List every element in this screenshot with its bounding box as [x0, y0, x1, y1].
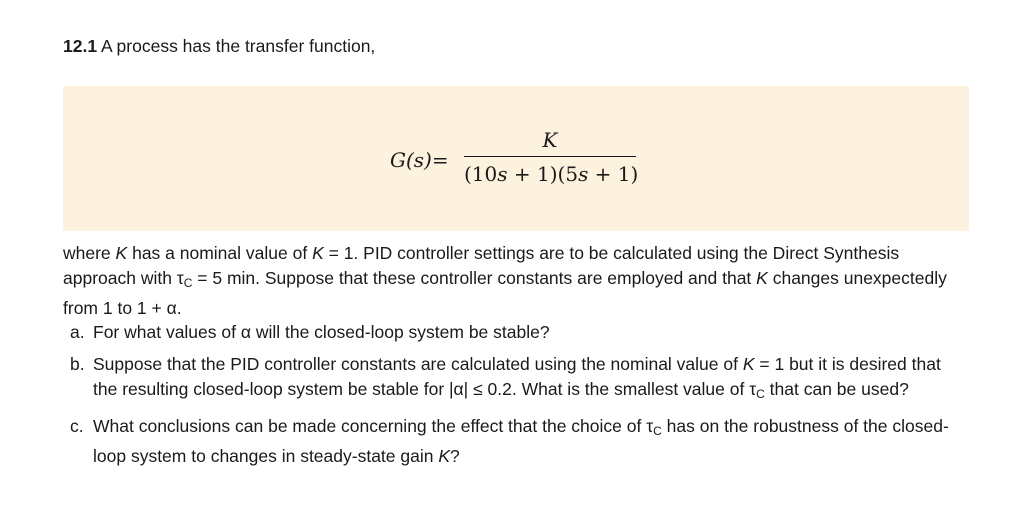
question-text: = 1 but it is desired that the resulting closed-loop system be stable for |α| ≤ 0.2. What is the smallest value of τ	[93, 354, 941, 399]
question-list	[63, 320, 963, 476]
fraction	[464, 128, 639, 187]
variable-k: K	[438, 446, 451, 466]
fraction-numerator: K	[542, 128, 558, 152]
tau-subscript: C	[653, 424, 662, 438]
problem-heading	[63, 36, 375, 57]
equals-sign: =	[431, 148, 449, 172]
text-run: = 5 min. Suppose that these controller constants are employed and that	[192, 268, 757, 288]
text-run: = 1. PID controller settings are to be calculated using the Direct Synthesis approach with τ	[63, 243, 900, 288]
question-text: ?	[450, 446, 460, 466]
question-text: For what values of α will the closed-loop system be stable?	[93, 322, 550, 342]
problem-number: 12.1	[63, 36, 98, 56]
text-run: changes unexpectedly from 1 to 1 + α.	[63, 268, 947, 318]
question-text: Suppose that the PID controller constants are calculated using the nominal value of	[93, 354, 743, 374]
question-item-b	[63, 352, 963, 407]
list-marker: a.	[70, 322, 85, 342]
question-item-a	[63, 320, 963, 345]
variable-k: K	[742, 354, 755, 374]
fraction-denominator	[464, 161, 639, 187]
equation-lhs	[390, 148, 449, 172]
variable-k: K	[312, 243, 324, 263]
lhs-expression: G(s)	[390, 148, 432, 172]
list-marker: b.	[70, 354, 85, 374]
denominator-part: (10	[464, 162, 498, 186]
text-run: has a nominal value of	[127, 243, 313, 263]
denominator-part: + 1)	[588, 162, 639, 186]
problem-title: A process has the transfer function,	[100, 36, 376, 56]
tau-subscript: C	[756, 387, 765, 401]
variable-k: K	[115, 243, 128, 263]
question-text: that can be used?	[764, 379, 909, 399]
problem-description	[63, 241, 963, 321]
question-text: What conclusions can be made concerning the effect that the choice of τ	[93, 416, 654, 436]
list-marker: c.	[70, 416, 84, 436]
variable-k: K	[756, 268, 768, 288]
question-text: has on the robustness of the closed-loop system to changes in steady-state gain	[93, 416, 949, 466]
denominator-part: + 1)(5	[507, 162, 579, 186]
denominator-variable: s	[497, 162, 508, 186]
question-item-c	[63, 414, 963, 469]
fraction-bar	[464, 156, 636, 157]
text-run: where	[63, 243, 116, 263]
tau-subscript: C	[183, 276, 193, 290]
denominator-variable: s	[578, 162, 589, 186]
